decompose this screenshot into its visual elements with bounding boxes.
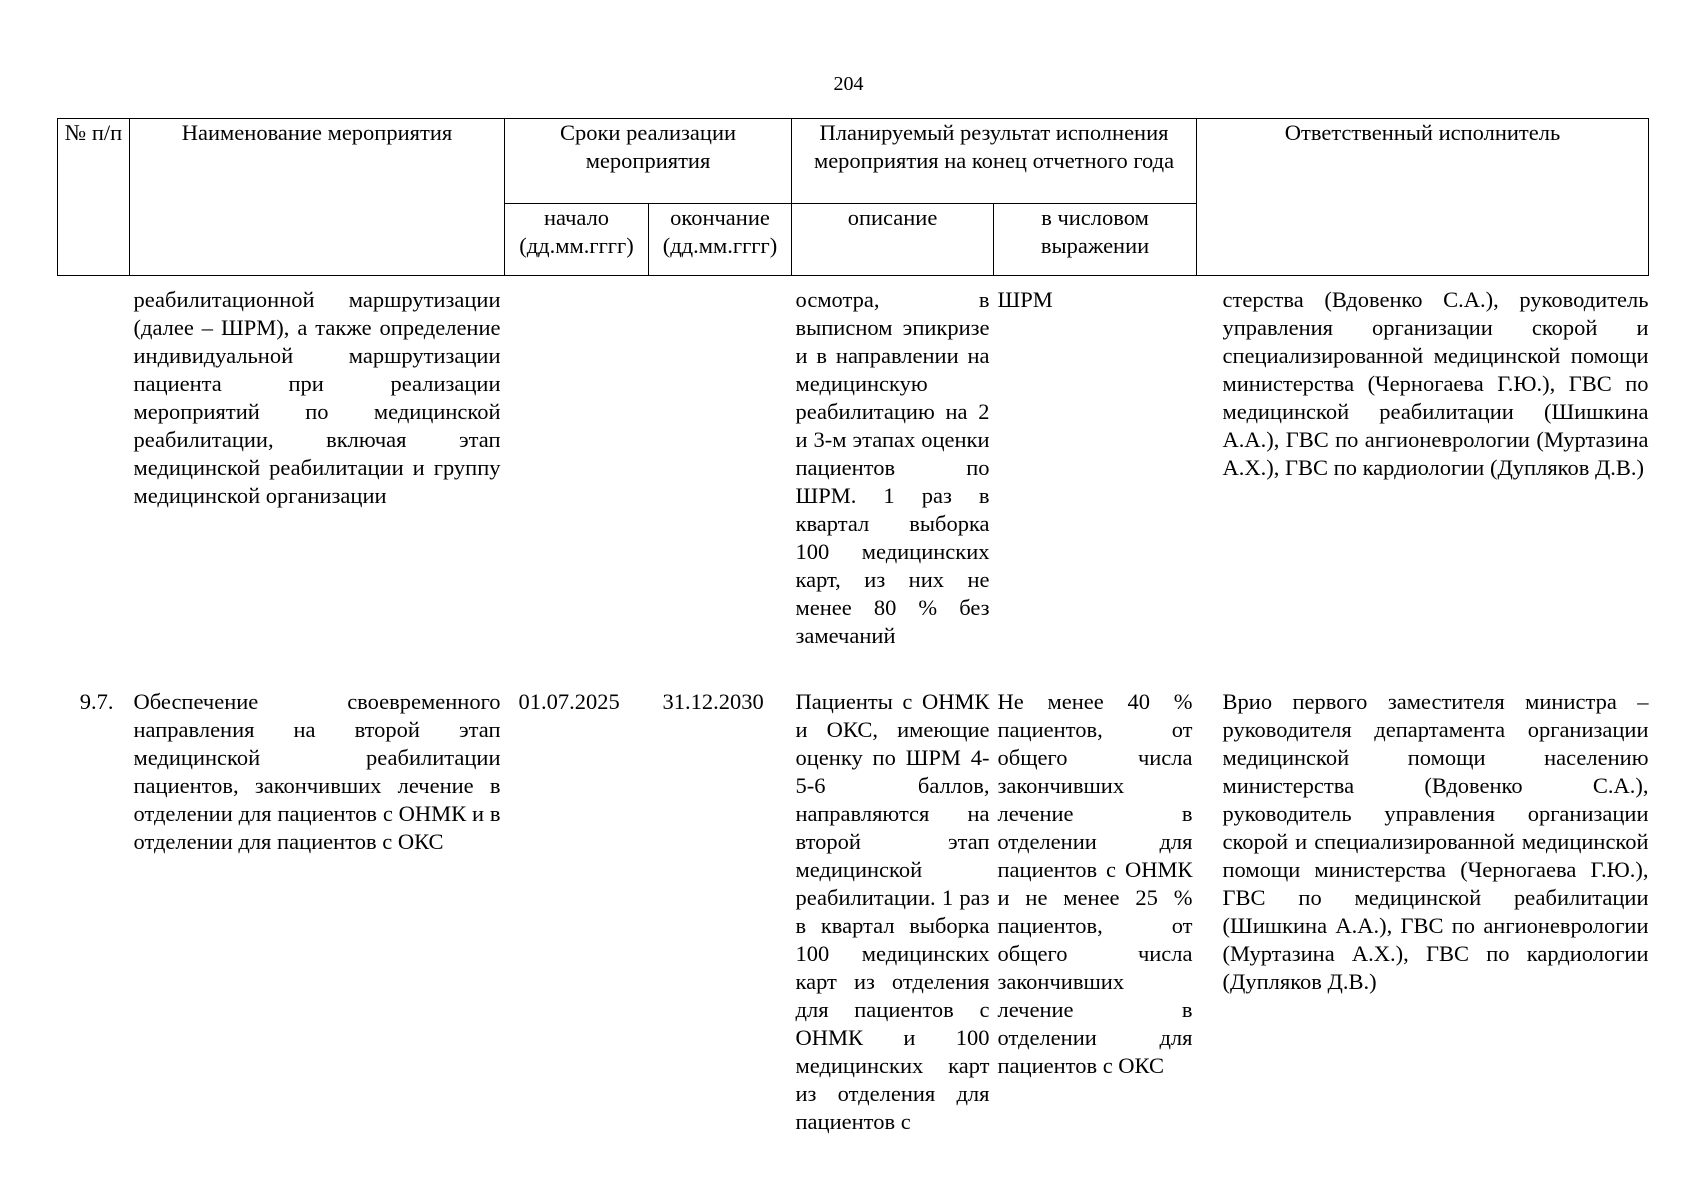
row-result-numeric: ШРМ	[997, 287, 1053, 312]
row-number: 9.7.	[79, 689, 114, 714]
header-terms-start: начало (дд.мм.гггг)	[505, 204, 649, 276]
row-start-date	[505, 286, 649, 650]
header-result: Планируемый результат исполнения мероприятия на конец отчетного года	[792, 119, 1197, 204]
header-terms: Сроки реализации мероприятия	[505, 119, 792, 204]
row-name: реабилитационной маршрутизации (далее – ШРМ), а также определение индивидуальной маршрутизации пациента при реализации мероприятий по медицинской реабилитации, включая этап медицинской реабилитации и группу медицинской организации	[133, 287, 501, 508]
row-result-description: осмотра, в выписном эпикризе и в направлении на медицинскую реабилитацию на 2 и 3-м этапах оценки пациентов по ШРМ. 1 раз в квартал выборка 100 медицинских карт, из них не менее 80 % без замечаний	[795, 287, 990, 648]
table-header	[58, 119, 1649, 276]
header-name: Наименование мероприятия	[130, 119, 505, 276]
row-end-date: 31.12.2030	[662, 689, 764, 714]
header-terms-end: окончание (дд.мм.гггг)	[649, 204, 792, 276]
row-responsible: стерства (Вдовенко С.А.), руководитель управления организации скорой и специализированной медицинской помощи министерства (Черногаева Г.Ю.), ГВС по медицинской реабилитации (Шишкина А.А.), ГВС по ангионеврологии (Муртазина А.Х.), ГВС по кардиологии (Дупляков Д.В.)	[1222, 287, 1649, 480]
row-result-description: Пациенты с ОНМК и ОКС, имеющие оценку по ШРМ 4-5-6 баллов, направляются на второй этап медицинской реабилитации. 1 раз в квартал выборка 100 медицинских карт из отделения для пациентов с ОНМК и 100 медицинских карт из отделения для пациентов с	[795, 689, 990, 1134]
header-responsible: Ответственный исполнитель	[1197, 119, 1649, 276]
row-number	[58, 286, 130, 650]
row-start-date: 01.07.2025	[518, 689, 620, 714]
header-number: № п/п	[58, 119, 130, 276]
row-end-date	[649, 286, 792, 650]
row-name: Обеспечение своевременного направления на второй этап медицинской реабилитации пациентов, закончивших лечение в отделении для пациентов с ОНМК и в отделении для пациентов с ОКС	[133, 689, 501, 854]
measures-table	[57, 118, 1649, 1136]
table-row	[58, 688, 1649, 1136]
header-result-numeric: в числовом выражении	[994, 204, 1197, 276]
row-result-numeric: Не менее 40 % пациентов, от общего числа закончивших лечение в отделении для пациентов с ОНМК и не менее 25 % пациентов, от общего числа закончивших лечение в отделении для пациентов с ОКС	[997, 689, 1193, 1078]
header-result-desc: описание	[792, 204, 994, 276]
table-row	[58, 286, 1649, 650]
row-responsible: Врио первого заместителя министра – руководителя департамента организации медицинской помощи населению министерства (Вдовенко С.А.), руководитель управления организации скорой и специализированной медицинской помощи министерства (Черногаева Г.Ю.), ГВС по медицинской реабилитации (Шишкина А.А.), ГВС по ангионеврологии (Муртазина А.Х.), ГВС по кардиологии (Дупляков Д.В.)	[1222, 689, 1649, 994]
page-number: 204	[833, 73, 864, 95]
